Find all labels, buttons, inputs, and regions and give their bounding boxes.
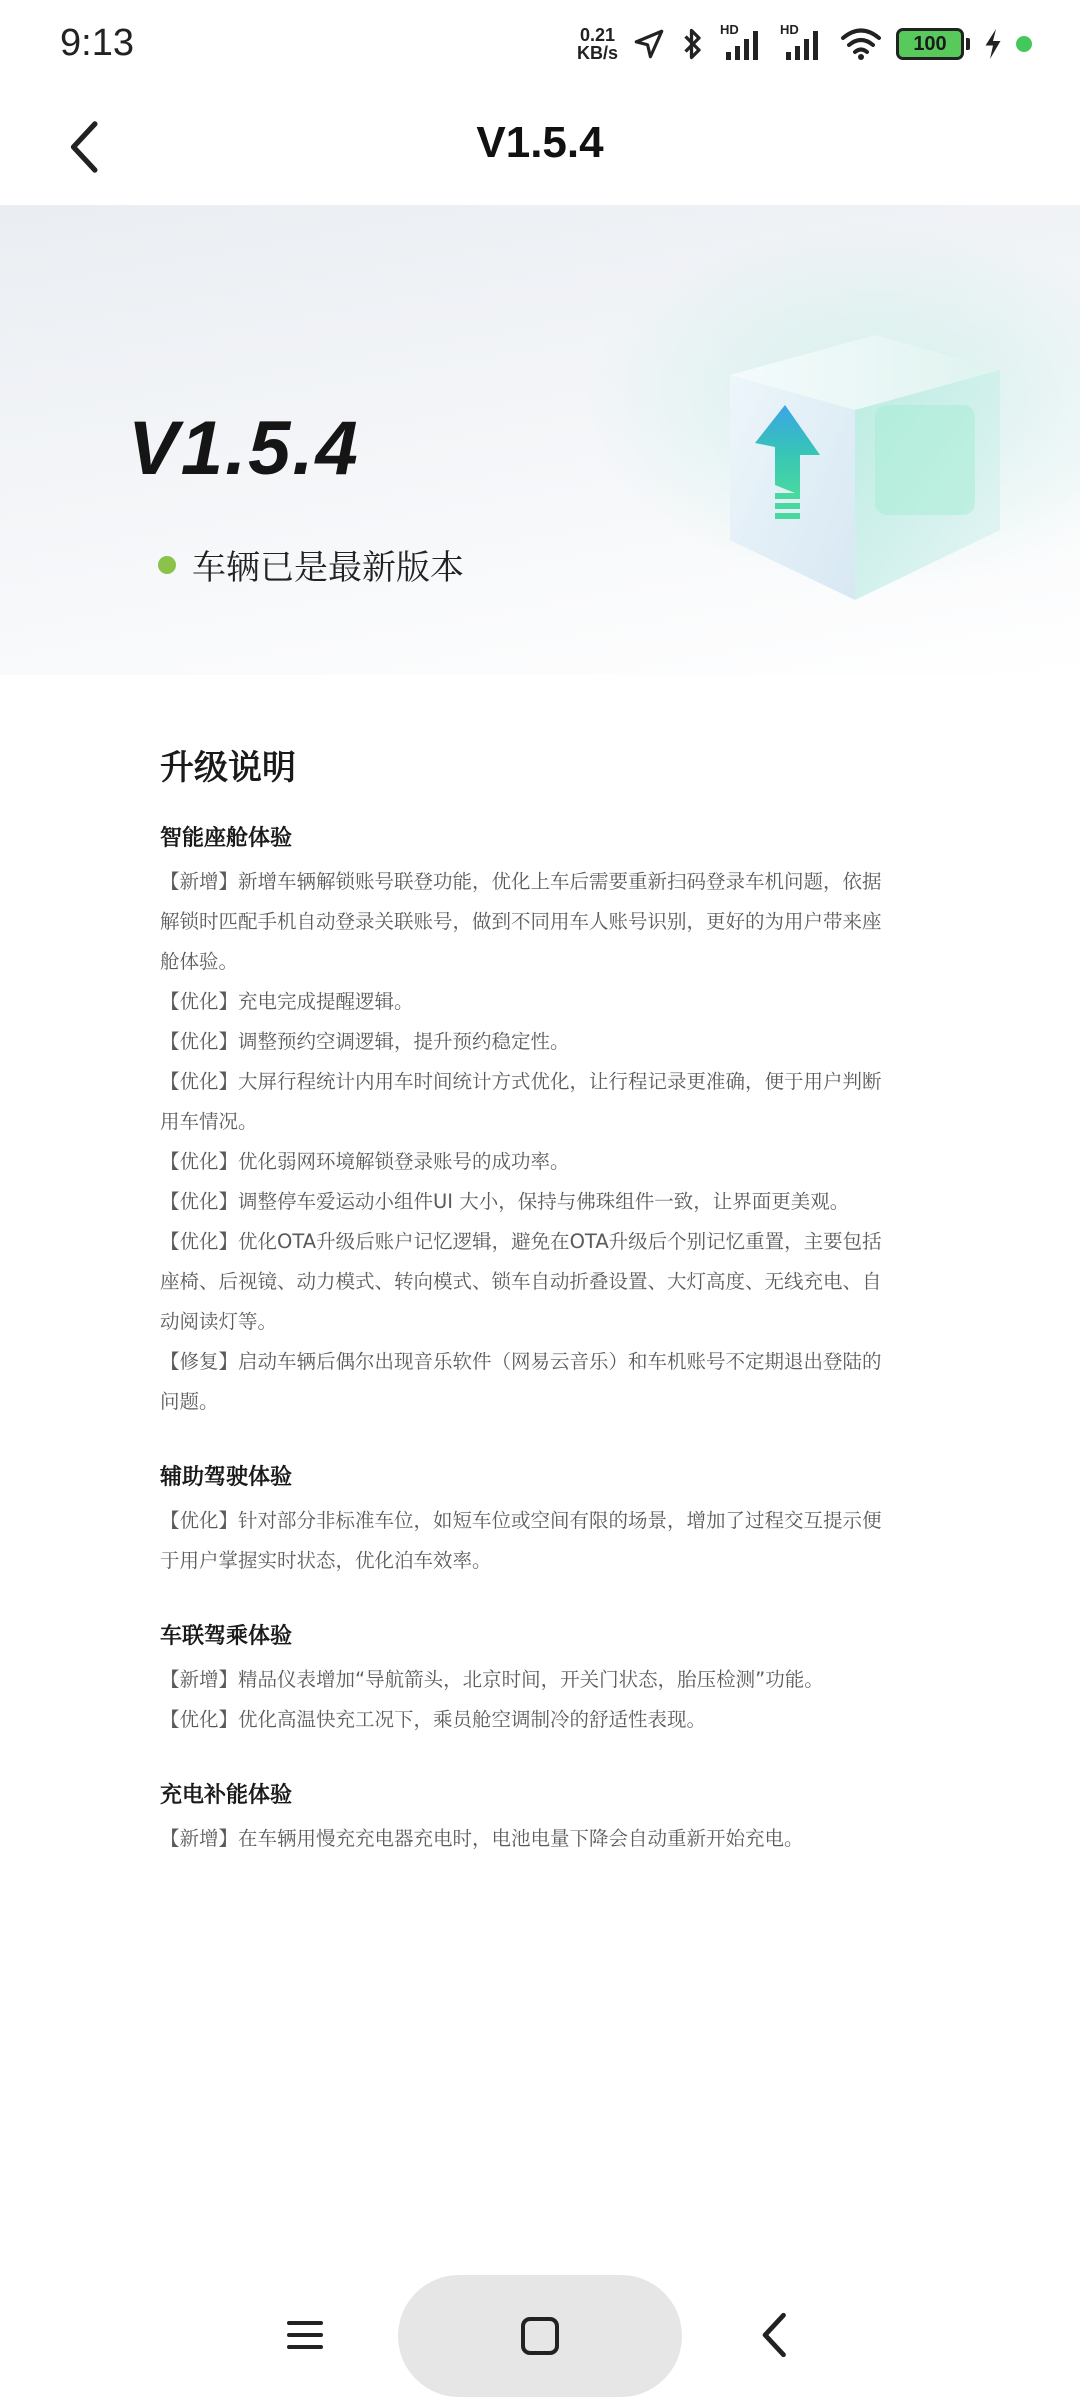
version-hero-banner [0,205,1080,675]
section-title: 车联驾乘体验 [160,1624,293,1649]
status-time: 9:13 [60,22,134,64]
recent-apps-button[interactable] [270,2305,340,2365]
battery-indicator [896,28,970,60]
update-status-text: 车辆已是最新版本 [192,548,464,588]
upgrade-cube-icon [715,315,1015,615]
hero-version-number: V1.5.4 [128,406,360,491]
note-item: 【优化】优化弱网环境解锁登录账号的成功率。 [160,1150,570,1173]
cellular-signal-2-icon [780,22,826,62]
square-icon [518,2314,562,2358]
signal-2-label: HD [780,22,799,37]
page-title: V1.5.4 [476,118,604,167]
status-icons [577,22,1032,66]
wifi-icon [840,27,882,61]
system-back-button[interactable] [740,2305,810,2365]
note-item: 【优化】针对部分非标准车位，如短车位或空间有限的场景，增加了过程交互提示便于用户掌握实时状态，优化泊车效率。 [160,1509,882,1572]
battery-level: 100 [896,28,964,60]
battery-tip [966,38,970,50]
release-notes-title: 升级说明 [160,748,296,788]
top-app-bar [0,90,1080,205]
chevron-left-icon [758,2311,792,2359]
charging-bolt-icon [984,29,1002,59]
notes-section [160,821,900,1422]
privacy-indicator-dot [1016,36,1032,52]
network-speed [577,26,618,62]
note-item: 【优化】调整预约空调逻辑，提升预约稳定性。 [160,1030,570,1053]
note-item: 【新增】在车辆用慢充充电器充电时，电池电量下降会自动重新开始充电。 [160,1827,804,1850]
cellular-signal-1-icon [720,22,766,62]
network-speed-unit: KB/s [576,43,618,63]
bluetooth-icon [680,26,706,62]
section-title: 辅助驾驶体验 [160,1465,293,1490]
system-navigation-bar [0,2270,1080,2400]
notes-section [160,1460,900,1581]
note-item: 【优化】充电完成提醒逻辑。 [160,990,414,1013]
update-status [158,540,464,589]
home-button[interactable] [398,2275,682,2397]
section-title: 智能座舱体验 [160,826,293,851]
release-notes [160,740,900,1897]
note-item: 【优化】优化高温快充工况下，乘员舱空调制冷的舒适性表现。 [160,1708,707,1731]
status-dot-icon [158,556,176,574]
note-item: 【优化】大屏行程统计内用车时间统计方式优化，让行程记录更准确，便于用户判断用车情况。 [160,1070,882,1133]
section-title: 充电补能体验 [160,1783,293,1808]
notes-section [160,1778,900,1859]
note-item: 【优化】优化OTA升级后账户记忆逻辑，避免在OTA升级后个别记忆重置，主要包括座椅、后视镜、动力模式、转向模式、锁车自动折叠设置、大灯高度、无线充电、自动阅读灯等。 [160,1230,882,1333]
network-speed-value: 0.21 [579,25,616,45]
status-bar [0,0,1080,90]
location-arrow-icon [632,27,666,61]
notes-section [160,1619,900,1740]
note-item: 【新增】精品仪表增加“导航箭头，北京时间，开关门状态，胎压检测”功能。 [160,1668,824,1691]
release-notes-sections [160,821,900,1859]
signal-1-label: HD [720,22,739,37]
note-item: 【新增】新增车辆解锁账号联登功能，优化上车后需要重新扫码登录车机问题，依据解锁时匹配手机自动登录关联账号，做到不同用车人账号识别，更好的为用户带来座舱体验。 [160,870,882,973]
note-item: 【优化】调整停车爱运动小组件UI 大小，保持与佛珠组件一致，让界面更美观。 [160,1190,850,1213]
note-item: 【修复】启动车辆后偶尔出现音乐软件（网易云音乐）和车机账号不定期退出登陆的问题。 [160,1350,882,1413]
menu-icon [283,2315,327,2355]
